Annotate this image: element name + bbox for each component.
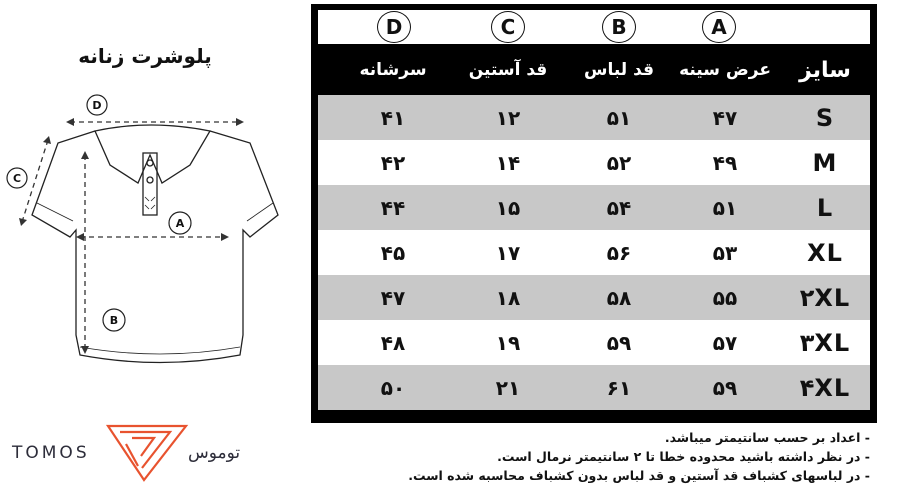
- cell-sleeve: ۱۸: [495, 285, 521, 310]
- cell-size: ۳XL: [799, 328, 851, 357]
- label-b: B: [109, 314, 119, 327]
- brand-logo: [8, 418, 298, 488]
- cell-shoulder: ۴۴: [380, 195, 406, 220]
- cell-size: ۴XL: [799, 373, 851, 402]
- note-line: - اعداد بر حسب سانتیمتر میباشد.: [664, 430, 870, 445]
- cell-length: ۵۸: [606, 285, 632, 310]
- cell-size: S: [815, 103, 835, 132]
- column-letter-a: A: [702, 11, 736, 43]
- label-d: D: [92, 99, 102, 112]
- cell-chest: ۵۷: [712, 330, 738, 355]
- table-header: [318, 46, 870, 94]
- column-letters-row: [318, 10, 870, 44]
- cell-chest: ۵۱: [712, 195, 738, 220]
- column-letter-b: B: [602, 11, 636, 43]
- cell-shoulder: ۵۰: [380, 375, 406, 400]
- header-shoulder: سرشانه: [359, 60, 427, 80]
- cell-length: ۵۲: [606, 150, 632, 175]
- cell-shoulder: ۴۷: [380, 285, 406, 310]
- product-title: پلوشرت زنانه: [78, 44, 212, 68]
- table-row: [318, 185, 870, 230]
- cell-chest: ۴۹: [712, 150, 738, 175]
- cell-sleeve: ۱۴: [495, 150, 521, 175]
- cell-shoulder: ۴۲: [380, 150, 406, 175]
- cell-length: ۵۶: [606, 240, 632, 265]
- cell-size: XL: [807, 238, 843, 267]
- cell-sleeve: ۱۲: [495, 105, 521, 130]
- cell-size: M: [812, 148, 838, 177]
- cell-sleeve: ۱۷: [495, 240, 521, 265]
- cell-chest: ۴۷: [712, 105, 738, 130]
- cell-sleeve: ۱۹: [495, 330, 521, 355]
- table-row: [318, 230, 870, 275]
- cell-shoulder: ۴۸: [380, 330, 406, 355]
- cell-length: ۶۱: [606, 375, 632, 400]
- table-row: [318, 95, 870, 140]
- header-sleeve: قد آستین: [468, 60, 548, 80]
- cell-chest: ۵۹: [712, 375, 738, 400]
- logo-mark: [108, 426, 186, 480]
- column-letter-c: C: [491, 11, 525, 43]
- header-chest: عرض سینه: [679, 60, 771, 80]
- header-length: قد لباس: [583, 60, 655, 80]
- label-a: A: [175, 217, 185, 230]
- cell-shoulder: ۴۱: [380, 105, 406, 130]
- cell-shoulder: ۴۵: [380, 240, 406, 265]
- cell-length: ۵۱: [606, 105, 632, 130]
- table-row: [318, 365, 870, 410]
- cell-sleeve: ۲۱: [495, 375, 521, 400]
- cell-length: ۵۴: [606, 195, 632, 220]
- label-c: C: [12, 172, 22, 185]
- logo-text-persian: توموس: [188, 443, 241, 463]
- cell-size: ۲XL: [799, 283, 851, 312]
- cell-chest: ۵۳: [712, 240, 738, 265]
- header-size: سایز: [799, 57, 851, 83]
- note-line: - در نظر داشته باشید محدوده خطا تا ۲ سانتیمتر نرمال است.: [497, 449, 870, 464]
- cell-sleeve: ۱۵: [495, 195, 521, 220]
- note-line: - در لباسهای کشباف قد آستین و قد لباس بدون کشباف محاسبه شده است.: [408, 468, 870, 483]
- cell-chest: ۵۵: [712, 285, 738, 310]
- cell-length: ۵۹: [606, 330, 632, 355]
- logo-text-latin: TOMOS: [12, 443, 90, 463]
- table-row: [318, 140, 870, 185]
- cell-size: L: [816, 193, 834, 222]
- notes: [330, 428, 870, 485]
- table-row: [318, 275, 870, 320]
- shirt-diagram: [0, 85, 290, 375]
- table-row: [318, 320, 870, 365]
- column-letter-d: D: [377, 11, 411, 43]
